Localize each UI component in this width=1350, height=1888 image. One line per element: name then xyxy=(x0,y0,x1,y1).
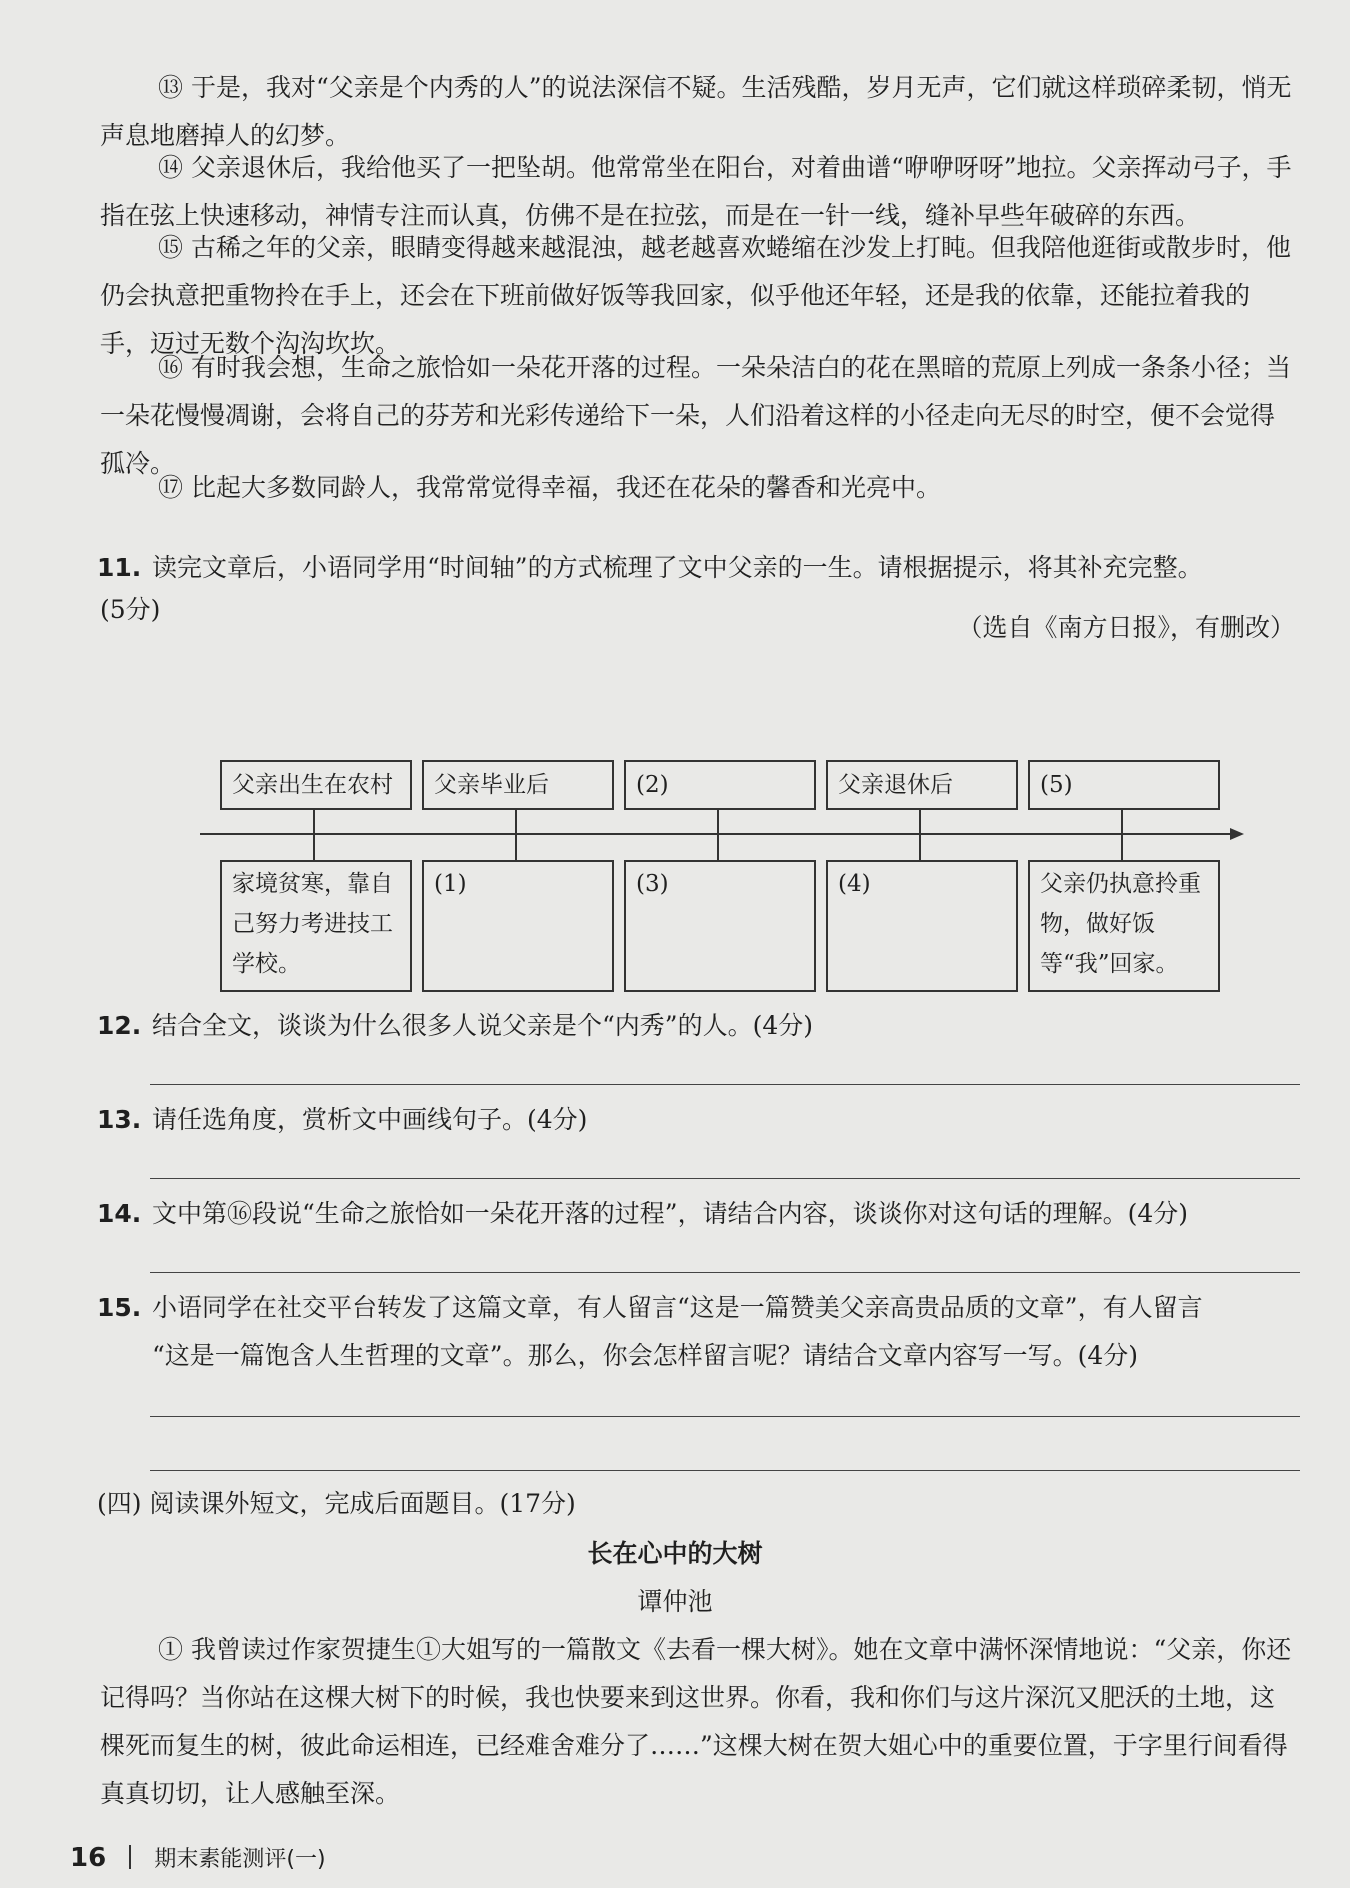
question-number: 13. xyxy=(97,1105,142,1134)
timeline-top-box-5: (5) xyxy=(1028,760,1220,810)
question-text: 请任选角度，赏析文中画线句子。(4分) xyxy=(152,1105,588,1134)
question-number: 14. xyxy=(97,1199,142,1228)
answer-line[interactable] xyxy=(150,1178,1300,1179)
question-text: 文中第⑯段说“生命之旅恰如一朵花开落的过程”，请结合内容，谈谈你对这句话的理解。(4分) xyxy=(152,1199,1188,1228)
timeline-bottom-box-2: (1) xyxy=(422,860,614,992)
paragraph-17: ⑰ 比起大多数同龄人，我常常觉得幸福，我还在花朵的馨香和光亮中。 xyxy=(158,473,941,502)
answer-line[interactable] xyxy=(150,1084,1300,1085)
timeline-top-box-1: 父亲出生在农村 xyxy=(220,760,412,810)
question-number: 11. xyxy=(97,553,142,582)
question-text: 读完文章后，小语同学用“时间轴”的方式梳理了文中父亲的一生。请根据提示，将其补充完整。 xyxy=(152,553,1203,582)
question-15 xyxy=(97,1284,1302,1380)
paragraph-14: ⑭ 父亲退休后，我给他买了一把坠胡。他常常坐在阳台，对着曲谱“咿咿呀呀”地拉。父亲挥动弓子，手指在弦上快速移动，神情专注而认真，仿佛不是在拉弦，而是在一针一线，缝补早些年破碎的东西。 xyxy=(100,153,1292,230)
paragraph-13: ⑬ 于是，我对“父亲是个内秀的人”的说法深信不疑。生活残酷，岁月无声，它们就这样琐碎柔韧，悄无声息地磨掉人的幻梦。 xyxy=(100,73,1292,150)
page-footer xyxy=(70,1842,326,1873)
question-text: 结合全文，谈谈为什么很多人说父亲是个“内秀”的人。(4分) xyxy=(152,1011,813,1040)
timeline-bottom-box-5: 父亲仍执意拎重物，做好饭等“我”回家。 xyxy=(1028,860,1220,992)
footer-divider xyxy=(129,1845,131,1869)
question-number: 12. xyxy=(97,1011,142,1040)
paragraph-16: ⑯ 有时我会想，生命之旅恰如一朵花开落的过程。一朵朵洁白的花在黑暗的荒原上列成一条条小径；当一朵花慢慢凋谢，会将自己的芬芳和光彩传递给下一朵，人们沿着这样的小径走向无尽的时空，便不会觉得孤冷。 xyxy=(100,353,1291,478)
question-13 xyxy=(97,1096,1302,1144)
paragraph-15: ⑮ 古稀之年的父亲，眼睛变得越来越混浊，越老越喜欢蜷缩在沙发上打盹。但我陪他逛街或散步时，他仍会执意把重物拎在手上，还会在下班前做好饭等我回家，似乎他还年轻，还是我的依靠，还能拉着我的手，迈过无数个沟沟坎坎。 xyxy=(100,233,1291,358)
question-number: 15. xyxy=(97,1293,142,1322)
timeline-top-box-2: 父亲毕业后 xyxy=(422,760,614,810)
source-citation: （选自《南方日报》，有删改） xyxy=(957,613,1295,642)
essay-paragraph-1: ① 我曾读过作家贺捷生①大姐写的一篇散文《去看一棵大树》。她在文章中满怀深情地说：“父亲，你还记得吗？当你站在这棵大树下的时候，我也快要来到这世界。你看，我和你们与这片深沉又肥沃的土地，这棵死而复生的树，彼此命运相连，已经难舍难分了……”这棵大树在贺大姐心中的重要位置，于字里行间看得真真切切，让人感触至深。 xyxy=(100,1635,1292,1808)
question-11-score: (5分) xyxy=(100,595,161,624)
answer-line[interactable] xyxy=(150,1272,1300,1273)
essay-author: 谭仲池 xyxy=(637,1587,713,1616)
answer-line[interactable] xyxy=(150,1470,1300,1471)
question-text-line-1: 小语同学在社交平台转发了这篇文章，有人留言“这是一篇赞美父亲高贵品质的文章”，有人留言 xyxy=(152,1293,1203,1322)
timeline-top-box-4: 父亲退休后 xyxy=(826,760,1018,810)
timeline-bottom-box-3: (3) xyxy=(624,860,816,992)
footer-title: 期末素能测评(一) xyxy=(154,1847,326,1872)
page-number: 16 xyxy=(70,1843,107,1873)
timeline-bottom-box-4: (4) xyxy=(826,860,1018,992)
question-12 xyxy=(97,1002,1302,1050)
answer-line[interactable] xyxy=(150,1416,1300,1417)
timeline-bottom-box-1: 家境贫寒，靠自己努力考进技工学校。 xyxy=(220,860,412,992)
section-heading: (四) 阅读课外短文，完成后面题目。(17分) xyxy=(97,1489,576,1518)
question-14 xyxy=(97,1190,1302,1238)
essay-title: 长在心中的大树 xyxy=(587,1539,763,1568)
question-text-line-2: “这是一篇饱含人生哲理的文章”。那么，你会怎样留言呢？请结合文章内容写一写。(4分) xyxy=(152,1341,1138,1370)
question-11 xyxy=(97,544,1302,592)
timeline-top-box-3: (2) xyxy=(624,760,816,810)
timeline-axis-arrow xyxy=(200,826,1245,842)
